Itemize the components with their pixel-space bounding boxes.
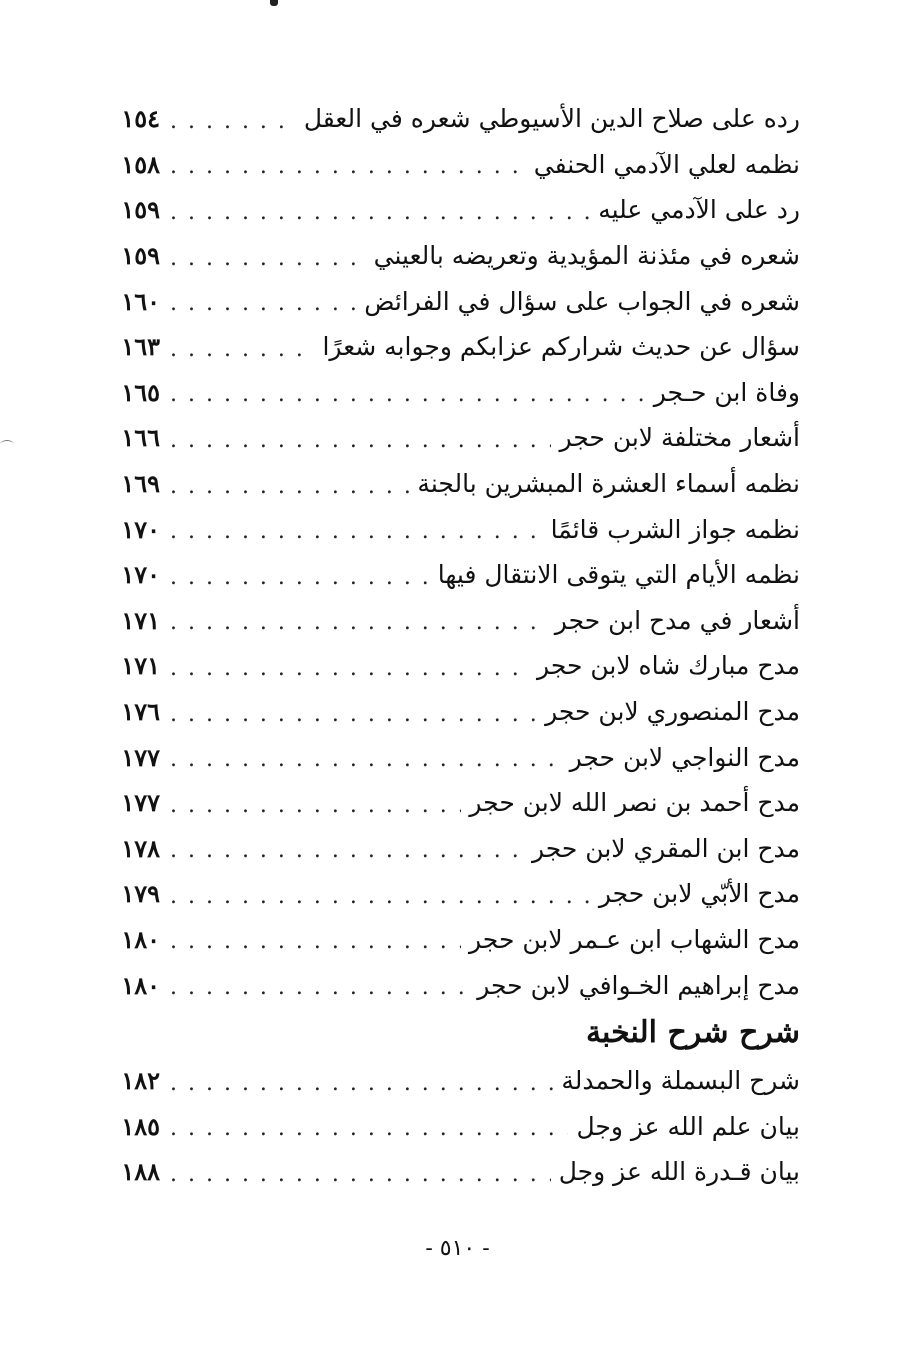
toc-entry xyxy=(100,1058,800,1104)
toc-entry-title: مدح الأبّي لابن حجر xyxy=(598,879,800,909)
toc-entry-title: شعره في مئذنة المؤيدية وتعريضه بالعيني xyxy=(373,241,800,271)
toc-entry-page: ١٦٥ xyxy=(121,377,160,407)
toc-entry-title: رده على صلاح الدين الأسيوطي شعره في العقل xyxy=(303,104,800,134)
toc-entry-title: أشعار في مدح ابن حجر xyxy=(554,605,800,635)
leader-dots xyxy=(170,652,529,680)
leader-dots xyxy=(170,424,551,452)
toc-entry-title: مدح إبراهيم الخـوافي لابن حجر xyxy=(477,970,800,1000)
leader-dots xyxy=(170,287,356,315)
leader-dots xyxy=(170,470,409,498)
toc-entries-part2 xyxy=(100,1058,800,1195)
toc-entry xyxy=(100,278,800,324)
toc-entry-title: وفاة ابن حـجر xyxy=(653,377,800,407)
toc-entry-title: بيان علم الله عز وجل xyxy=(576,1111,800,1141)
toc-entry xyxy=(100,643,800,689)
toc-entry xyxy=(100,461,800,507)
leader-dots xyxy=(170,698,537,726)
toc-entry-page: ١٨٢ xyxy=(121,1066,160,1096)
toc-entry-page: ١٧٠ xyxy=(121,560,160,590)
toc-entry-title: نظمه الأيام التي يتوقى الانتقال فيها xyxy=(437,560,800,590)
toc-entry xyxy=(100,552,800,598)
toc-entry xyxy=(100,917,800,963)
toc-entry-page: ١٧٨ xyxy=(121,833,160,863)
toc-entry-page: ١٦٠ xyxy=(121,286,160,316)
toc-entry-page: ١٧٦ xyxy=(121,697,160,727)
toc-entry-page: ١٥٩ xyxy=(121,241,160,271)
toc-entry-title: رد على الآدمي عليه xyxy=(598,195,800,225)
leader-dots xyxy=(170,150,526,178)
leader-dots xyxy=(170,1067,553,1095)
toc-entry xyxy=(100,324,800,370)
leader-dots xyxy=(170,378,646,406)
toc-entry xyxy=(100,506,800,552)
toc-entry xyxy=(100,734,800,780)
toc-entry-title: أشعار مختلفة لابن حجر xyxy=(559,423,800,453)
leader-dots xyxy=(170,880,591,908)
toc-entry-page: ١٦٣ xyxy=(121,332,160,362)
toc-entry-title: نظمه لعلي الآدمي الحنفي xyxy=(533,149,800,179)
toc-entry-title: مدح ابن المقري لابن حجر xyxy=(531,833,800,863)
leader-dots xyxy=(170,789,461,817)
toc-entry xyxy=(100,598,800,644)
table-of-contents xyxy=(100,96,800,1195)
toc-entry-page: ١٧١ xyxy=(121,605,160,635)
page-edge-mark xyxy=(0,440,14,449)
toc-entry xyxy=(100,415,800,461)
toc-entry-title: مدح أحمد بن نصر الله لابن حجر xyxy=(469,788,800,818)
toc-entry-page: ١٧٧ xyxy=(121,788,160,818)
toc-entry xyxy=(100,871,800,917)
toc-entry-page: ١٧٩ xyxy=(121,879,160,909)
leader-dots xyxy=(170,606,547,634)
toc-entry-title: مدح النواجي لابن حجر xyxy=(569,742,800,772)
toc-entry xyxy=(100,96,800,142)
toc-entry-title: مدح الشهاب ابن عـمر لابن حجر xyxy=(469,924,800,954)
ink-mark xyxy=(270,0,278,6)
toc-entry-title: سؤال عن حديث شراركم عزابكم وجوابه شعرًا xyxy=(322,332,800,362)
toc-entry xyxy=(100,187,800,233)
toc-entry-page: ١٧٠ xyxy=(121,514,160,544)
toc-entry-page: ١٥٩ xyxy=(121,195,160,225)
toc-entry-title: بيان قـدرة الله عز وجل xyxy=(558,1157,800,1187)
toc-entry-page: ١٦٦ xyxy=(121,423,160,453)
toc-entry-page: ١٨٨ xyxy=(121,1157,160,1187)
section-heading: شرح شرح النخبة xyxy=(585,1015,800,1051)
leader-dots xyxy=(170,105,296,133)
toc-entry-title: شعره في الجواب على سؤال في الفرائض xyxy=(364,286,800,316)
toc-entry-page: ١٨٠ xyxy=(121,970,160,1000)
toc-entry-title: شرح البسملة والحمدلة xyxy=(561,1066,800,1096)
toc-entry-title: نظمه أسماء العشرة المبشرين بالجنة xyxy=(417,469,800,499)
leader-dots xyxy=(170,333,314,361)
leader-dots xyxy=(170,834,524,862)
toc-entry xyxy=(100,962,800,1008)
toc-entry-page: ١٦٩ xyxy=(121,469,160,499)
leader-dots xyxy=(170,515,543,543)
leader-dots xyxy=(170,1112,568,1140)
leader-dots xyxy=(170,196,590,224)
toc-entry xyxy=(100,780,800,826)
toc-entry xyxy=(100,689,800,735)
toc-entry-page: ١٥٤ xyxy=(121,104,160,134)
toc-entry xyxy=(100,142,800,188)
leader-dots xyxy=(170,743,562,771)
toc-entry-title: مدح المنصوري لابن حجر xyxy=(545,697,800,727)
leader-dots xyxy=(170,1158,551,1186)
toc-entry-page: ١٥٨ xyxy=(121,149,160,179)
toc-entry xyxy=(100,826,800,872)
leader-dots xyxy=(170,925,461,953)
toc-entries-part1 xyxy=(100,96,800,1008)
toc-entry xyxy=(100,1103,800,1149)
toc-entry-page: ١٧١ xyxy=(121,651,160,681)
toc-entry-title: نظمه جواز الشرب قائمًا xyxy=(550,514,800,544)
toc-entry-title: مدح مبارك شاه لابن حجر xyxy=(537,651,800,681)
toc-entry xyxy=(100,1149,800,1195)
toc-entry xyxy=(100,233,800,279)
toc-entry xyxy=(100,370,800,416)
leader-dots xyxy=(170,971,469,999)
toc-entry-page: ١٨٠ xyxy=(121,924,160,954)
toc-entry-page: ١٧٧ xyxy=(121,742,160,772)
page-number: - ٥١٠ - xyxy=(425,1236,490,1261)
toc-entry-page: ١٨٥ xyxy=(121,1111,160,1141)
leader-dots xyxy=(170,242,366,270)
leader-dots xyxy=(170,561,430,589)
